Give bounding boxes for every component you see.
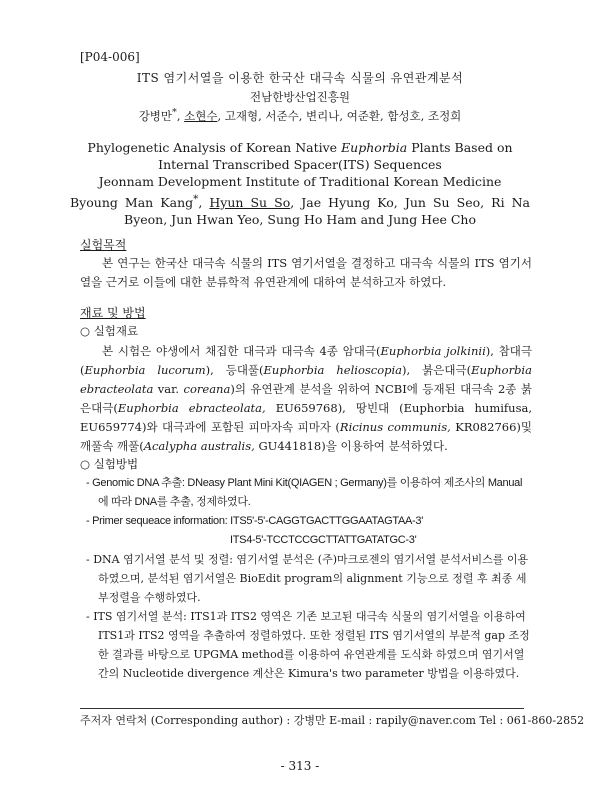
affiliation-english: Jeonnam Development Institute of Traditional Korean Medicine: [98, 174, 502, 189]
method-item-its-analysis: - ITS 염기서열 분석: ITS1과 ITS2 영역은 기존 보고된 대극속 식물의 염기서열을 이용하여 ITS1과 ITS2 영역을 추출하여 정렬하였다. 또한 정렬된 ITS 염기서열의 부분적 gap 조정한 결과를 바탕으로 UPGMA method를 이용하여 유연관계를 도식화 하였으며 염기서열간의 Nucleotide divergence 계산은 Kimura's two parameter 방법을 이용하였다.: [86, 610, 530, 680]
corresponding-contact: 주저자 연락처 (Corresponding author) : 강병만 E-mail : rapily@naver.com Tel : 061-860-2852: [80, 714, 585, 727]
author-presenter-en: Hyun Su So: [209, 195, 291, 211]
title-english-line1: Phylogenetic Analysis of Korean Native Euphorbia Plants Based on: [87, 140, 513, 155]
method-heading: ○ 실험방법: [80, 457, 139, 471]
method-item-dna-extraction: - Genomic DNA 추출: DNeasy Plant Mini Kit(QIAGEN ; Germany)를 이용하여 제조사의 Manual에 따라 DNA를 추출, 정제하였다.: [86, 477, 523, 508]
title-korean: ITS 염기서열을 이용한 한국산 대극속 식물의 유연관계분석: [136, 71, 464, 85]
affiliation-korean: 전남한방산업진흥원: [250, 90, 350, 104]
author-rest: , 고재형, 서준수, 변리나, 여준환, 함성호, 조정희: [217, 108, 462, 123]
materials-heading: ○ 실험재료: [80, 324, 139, 338]
author-presenter: 소현수: [184, 108, 218, 123]
authors-korean: 강병만*, 소현수, 고재형, 서준수, 변리나, 여준환, 함성호, 조정희: [138, 107, 462, 123]
authors-english: Byoung Man Kang*, Hyun Su So, Jae Hyung Ko, Jun Su Seo, Ri Na Byeon, Jun Hwan Yeo, Sung Ho Ham and Jung Hee Cho: [70, 193, 531, 228]
primer-its4: ITS4-5'-TCCTCCGCTTATTGATATGC-3': [230, 534, 417, 546]
footer-rule: [80, 708, 524, 709]
method-item-sequencing: - DNA 염기서열 분석 및 정렬: 염기서열 분석은 (주)마크로젠의 염기서열 분석서비스를 이용하였으며, 분석된 염기서열은 BioEdit program의 alignment 기능으로 정렬 후 최종 세부정렬을 수행하였다.: [86, 553, 529, 604]
purpose-heading: 실험목적: [80, 238, 127, 252]
corresponding-mark: *: [172, 107, 177, 118]
purpose-text: 본 연구는 한국산 대극속 식물의 ITS 염기서열을 결정하고 대극속 식물의 ITS 염기서열을 근거로 이들에 대한 분류학적 유연관계에 대하여 분석하고자 하였다.: [80, 256, 532, 289]
page-number: - 313 -: [280, 759, 320, 773]
methods-heading: 재료 및 방법: [80, 306, 146, 320]
materials-text: 본 시험은 야생에서 채집한 대극과 대극속 4종 암대극(Euphorbia jolkinii), 참대극(Euphorbia lucorum), 등대풀(Euphorbia helioscopia), 붉은대극(Euphorbia ebracteolata var. coreana)의 유연관계 분석을 위하여 NCBI에 등재된 대극속 2종 붉은대극(Euphorbia ebracteolata, EU659768), 땅빈대 (Euphorbia humifusa, EU659774)와 대극과에 포함된 피마자속 피마자 (Ricinus communis, KR082766)및 깨풀속 깨풀(Acalypha australis, GU441818)을 이용하여 분석하였다.: [80, 344, 533, 453]
author-first: 강병만: [138, 108, 173, 123]
abstract-code: [P04-006]: [80, 50, 140, 64]
corresponding-mark-en: *: [193, 193, 199, 205]
title-english-line2: Internal Transcribed Spacer(ITS) Sequences: [158, 157, 442, 172]
method-item-primer: - Primer sequeace information: ITS5'-5'-CAGGTGACTTGGAATAGTAA-3' ITS4-5'-TCCTCCGCTTATTGATATGC-3': [86, 512, 532, 550]
